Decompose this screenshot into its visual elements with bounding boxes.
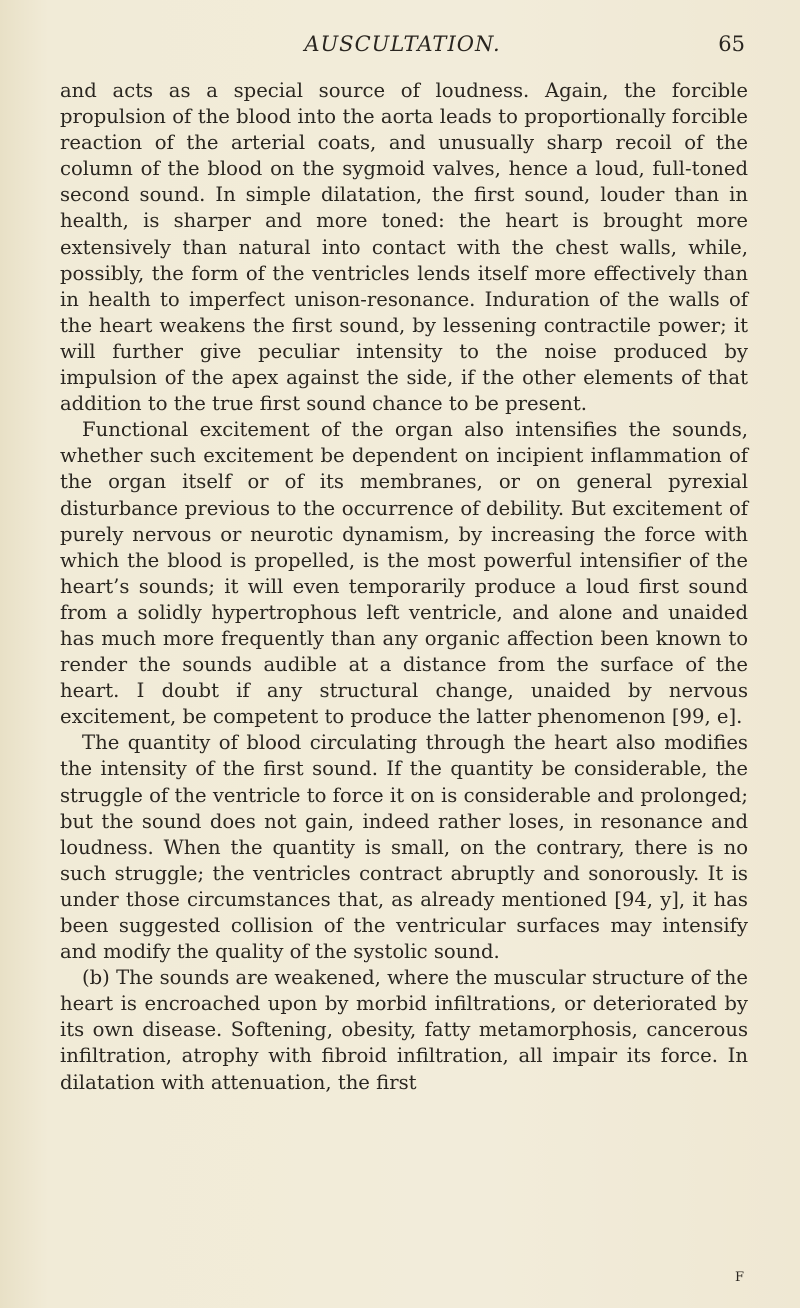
signature-mark: F (734, 1270, 745, 1285)
paragraph: Functional excitement of the organ also intensifies the sounds, whether such excitement be dependent on incipient inflammation of the organ itself or of its membranes, or on general pyrexial disturbance previous to the occurrence of debility. But excitement of purely nervous or neurotic dynamism, by increasing the force with which the blood is propelled, is the most powerful intensifier of the heart’s sounds; it will even temporarily produce a loud first sound from a solidly hypertrophous left ventricle, and alone and unaided has much more frequently than any organic affection been known to render the sounds audible at a distance from the surface of the heart. I doubt if any structural change, unaided by nervous excitement, be competent to produce the latter phenomenon [99, e]. (60, 418, 748, 729)
page-number: 65 (718, 32, 745, 56)
paragraph: The quantity of blood circulating through the heart also modifies the intensity of the first sound. If the quantity be considerable, the struggle of the ventricle to force it on is considerable and prolonged; but the sound does not gain, indeed rather loses, in resonance and loudness. When the quantity is small, on the contrary, there is no such struggle; the ventricles contract abruptly and sonorously. It is under those circumstances that, as already mentioned [94, y], it has been suggested collision of the ventricular surfaces may intensify and modify the quality of the systolic sound. (60, 731, 748, 964)
paragraph: (b) The sounds are weakened, where the muscular structure of the heart is encroached upon by morbid infiltrations, or deteriorated by its own disease. Softening, obesity, fatty metamorphosis, cancerous infiltration, atrophy with fibroid infiltration, all impair its force. In dilatation with attenuation, the first (60, 966, 748, 1094)
paragraph: and acts as a special source of loudness. Again, the forcible propulsion of the blood into the aorta leads to proportionally forcible reaction of the arterial coats, and unusually sharp recoil of the column of the blood on the sygmoid valves, hence a loud, full-toned second sound. In simple dilatation, the first sound, louder than in health, is sharper and more toned: the heart is brought more extensively than natural into contact with the chest walls, while, possibly, the form of the ventricles lends itself more effectively than in health to imperfect unison-resonance. Induration of the walls of the heart weakens the first sound, by lessening contractile power; it will further give peculiar intensity to the noise produced by impulsion of the apex against the side, if the other elements of that addition to the true first sound chance to be present. (60, 79, 748, 416)
running-head: AUSCULTATION. (304, 32, 501, 56)
page-header (60, 32, 745, 62)
body-text (60, 78, 748, 1096)
